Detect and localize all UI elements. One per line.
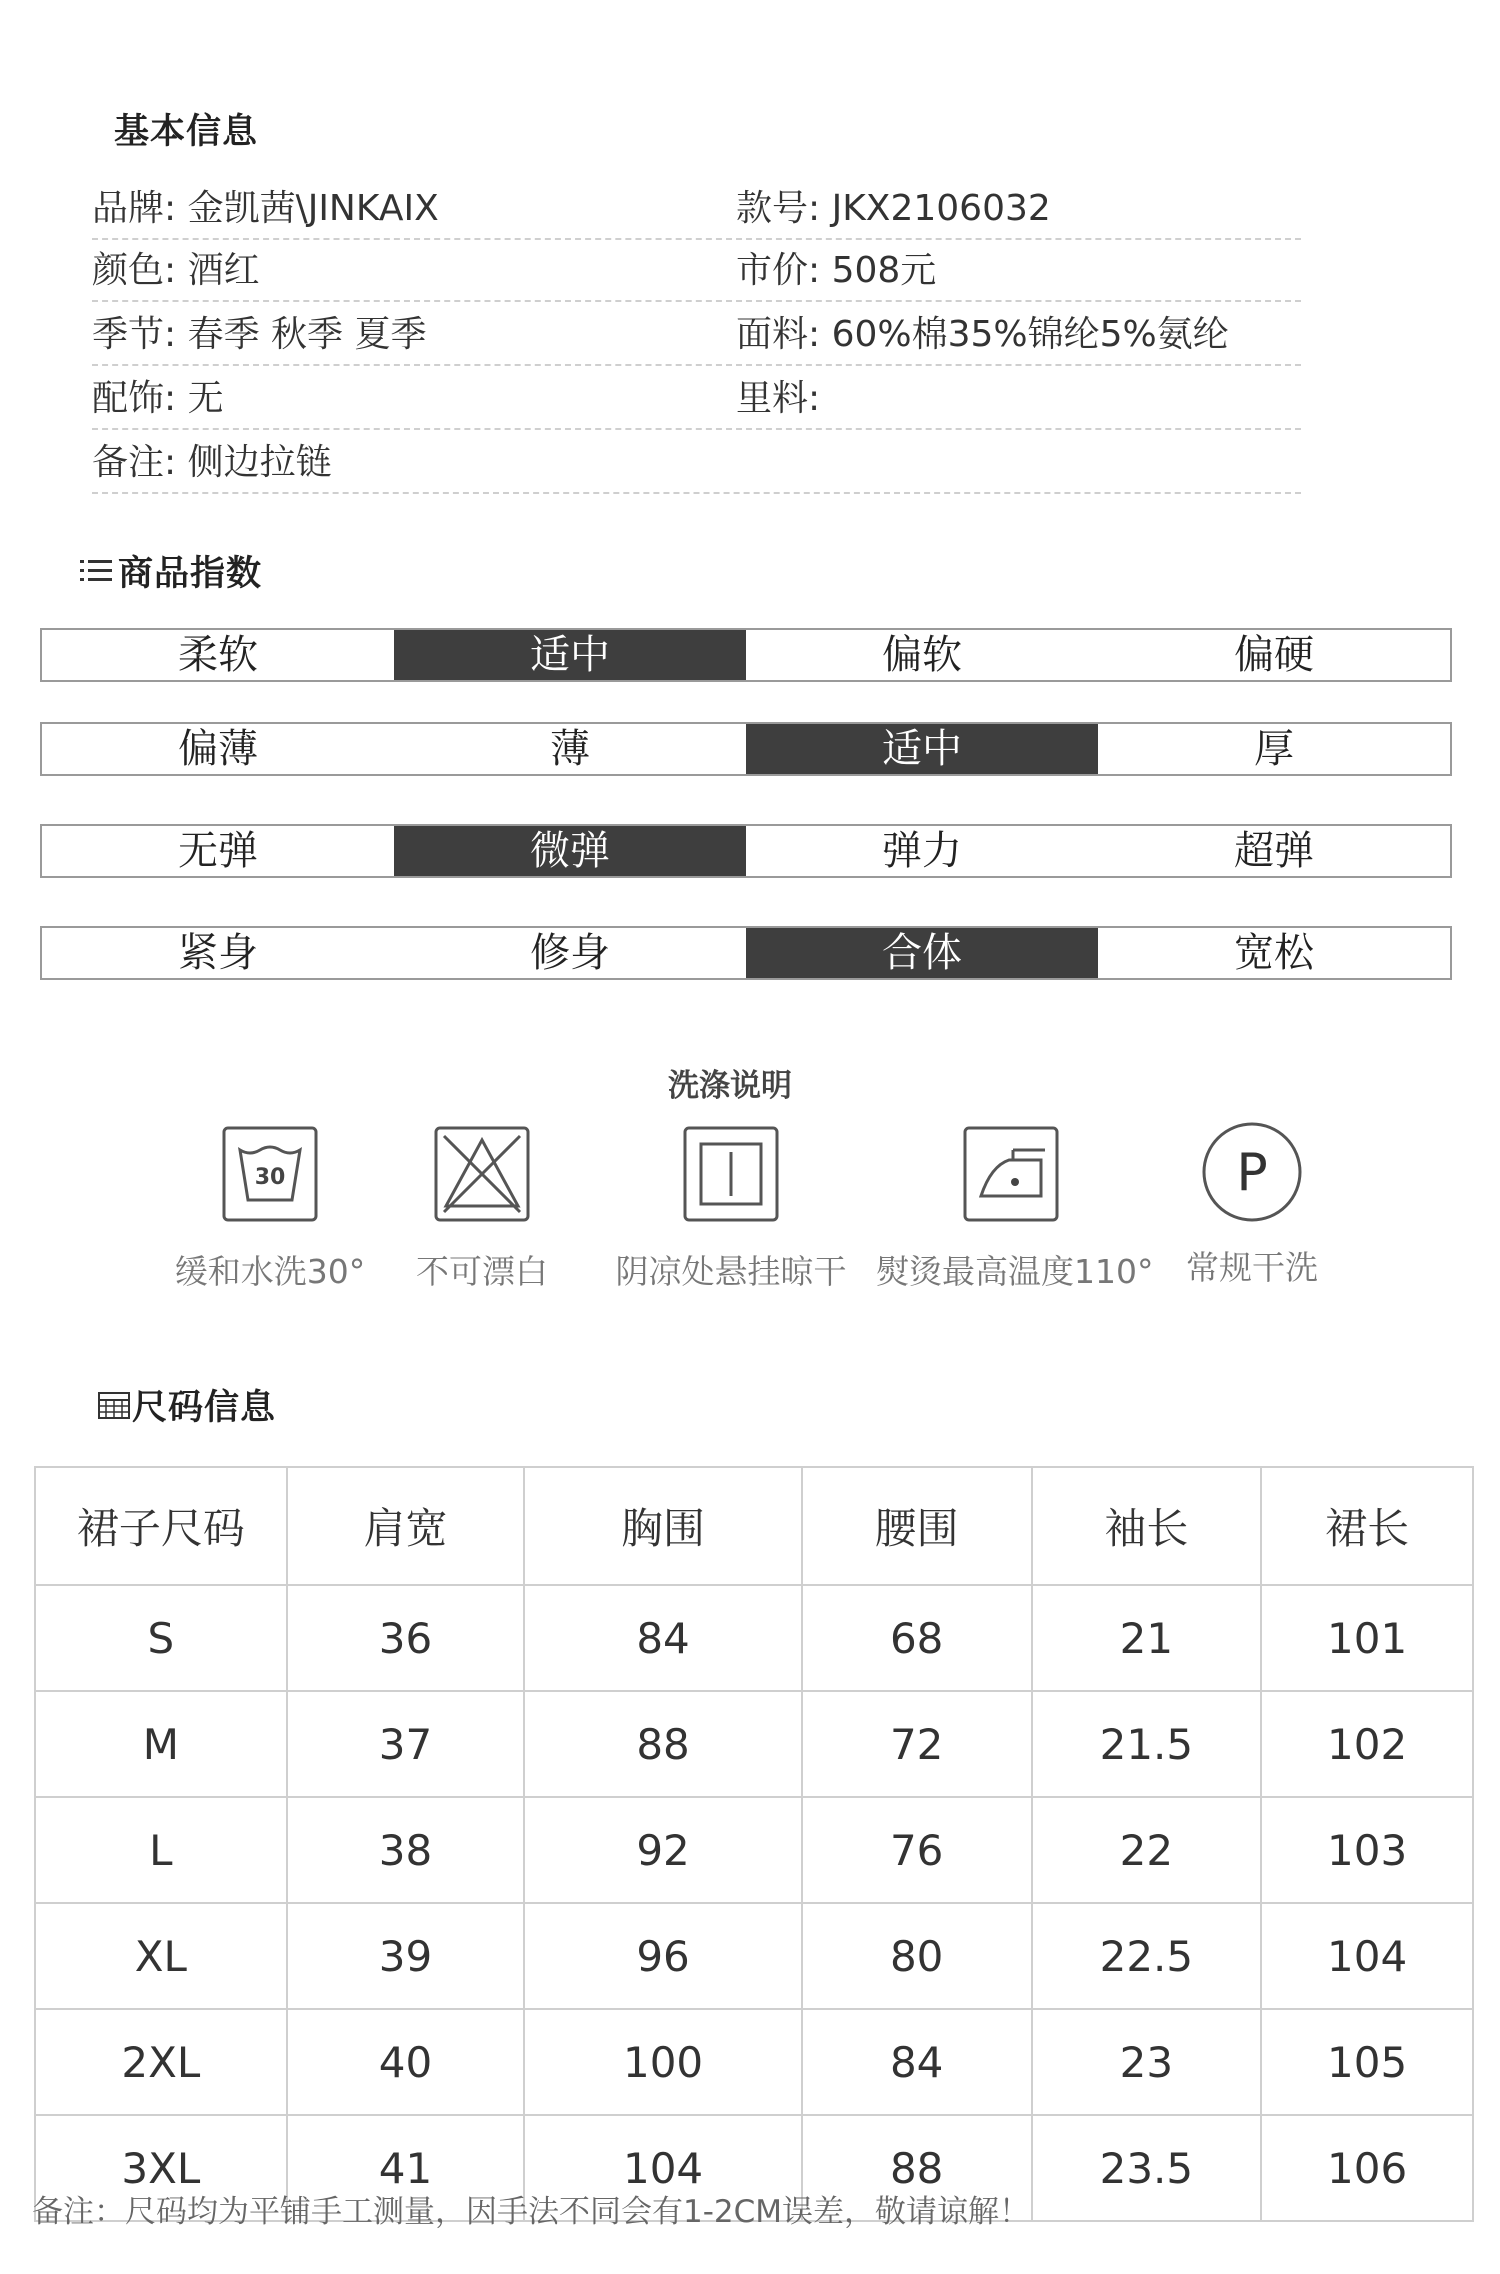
table-cell: 104: [1261, 1903, 1473, 2009]
index-option: 紧身: [178, 930, 258, 976]
table-cell: XL: [35, 1903, 287, 2009]
basic-info-title: 基本信息: [114, 112, 259, 152]
index-section-title: 商品指数: [118, 554, 263, 594]
index-bar-fit: [40, 926, 1452, 980]
wash-item-5: [1152, 1120, 1352, 1289]
table-cell: 36: [287, 1585, 525, 1691]
header-cell: 腰围: [802, 1467, 1032, 1585]
index-option: 厚: [1254, 726, 1294, 772]
table-cell: 84: [524, 1585, 802, 1691]
wash-30-icon: [222, 1126, 318, 1222]
table-cell: 102: [1261, 1691, 1473, 1797]
wash-item-4: [876, 1126, 1154, 1293]
index-bar-elasticity: [40, 824, 1452, 878]
wash-item-3: [606, 1126, 856, 1293]
table-cell: 80: [802, 1903, 1032, 2009]
washing-title: 洗涤说明: [668, 1068, 792, 1104]
header-cell: 裙子尺码: [35, 1467, 287, 1585]
size-table: [34, 1466, 1474, 2222]
iron-icon: [963, 1126, 1059, 1222]
header-cell: 裙长: [1261, 1467, 1473, 1585]
table-cell: 23: [1032, 2009, 1262, 2115]
header-cell: 肩宽: [287, 1467, 525, 1585]
table-cell: 100: [524, 2009, 802, 2115]
index-option: 修身: [530, 930, 610, 976]
index-option: 薄: [550, 726, 590, 772]
no-bleach-icon: [434, 1126, 530, 1222]
wash-label: 阴凉处悬挂晾干: [615, 1252, 847, 1291]
index-bar-softness: [40, 628, 1452, 682]
table-cell: M: [35, 1691, 287, 1797]
wash-label: 常规干洗: [1186, 1248, 1318, 1287]
info-row-1-left: 品牌: 金凯茜\JINKAIX: [92, 180, 732, 240]
wash-item-2: [382, 1126, 582, 1293]
table-row: [35, 1797, 1473, 1903]
table-icon: [98, 1390, 130, 1420]
info-row-5-left: 备注: 侧边拉链: [92, 434, 1301, 494]
table-cell: 96: [524, 1903, 802, 2009]
table-cell: 92: [524, 1797, 802, 1903]
wash-label: 熨烫最高温度110°: [876, 1252, 1154, 1291]
table-cell: 103: [1261, 1797, 1473, 1903]
table-cell: 105: [1261, 2009, 1473, 2115]
index-option-selected: 适中: [394, 630, 746, 680]
table-row: [35, 1585, 1473, 1691]
info-row-2-left: 颜色: 酒红: [92, 242, 732, 302]
index-section-heading: [80, 546, 262, 596]
table-cell: 101: [1261, 1585, 1473, 1691]
wash-label: 缓和水洗30°: [174, 1252, 366, 1291]
table-cell: S: [35, 1585, 287, 1691]
table-row: [35, 2009, 1473, 2115]
index-option: 偏硬: [1234, 632, 1314, 678]
table-cell: 84: [802, 2009, 1032, 2115]
table-cell: 21.5: [1032, 1691, 1262, 1797]
index-option: 柔软: [178, 632, 258, 678]
table-cell: 104: [524, 2115, 802, 2221]
table-cell: 37: [287, 1691, 525, 1797]
table-cell: 38: [287, 1797, 525, 1903]
header-cell: 袖长: [1032, 1467, 1262, 1585]
index-option: 偏薄: [178, 726, 258, 772]
table-cell: 68: [802, 1585, 1032, 1691]
info-row-3-left: 季节: 春季 秋季 夏季: [92, 306, 732, 366]
index-bar-thickness: [40, 722, 1452, 776]
table-cell: 21: [1032, 1585, 1262, 1691]
index-option: 无弹: [178, 828, 258, 874]
size-section-title: 尺码信息: [132, 1388, 277, 1428]
table-cell: 88: [524, 1691, 802, 1797]
svg-text:P: P: [1236, 1143, 1268, 1203]
table-cell: 23.5: [1032, 2115, 1262, 2221]
table-cell: 106: [1261, 2115, 1473, 2221]
list-icon: [80, 556, 114, 586]
info-row-3-right: 面料: 60%棉35%锦纶5%氨纶: [736, 306, 1301, 366]
table-cell: 40: [287, 2009, 525, 2115]
table-cell: 3XL: [35, 2115, 287, 2221]
info-row-2-right: 市价: 508元: [736, 242, 1301, 302]
wash-label: 不可漂白: [416, 1252, 548, 1291]
index-option: 宽松: [1234, 930, 1314, 976]
size-table-header: [35, 1467, 1473, 1585]
index-option-selected: 合体: [746, 928, 1098, 978]
svg-text:30: 30: [254, 1165, 286, 1190]
table-cell: 22: [1032, 1797, 1262, 1903]
info-row-4-right: 里料:: [736, 370, 1301, 430]
table-row: [35, 1691, 1473, 1797]
index-option: 超弹: [1234, 828, 1314, 874]
info-row-4-left: 配饰: 无: [92, 370, 732, 430]
table-cell: 39: [287, 1903, 525, 2009]
index-option: 偏软: [882, 632, 962, 678]
index-option: 弹力: [882, 828, 962, 874]
table-cell: 76: [802, 1797, 1032, 1903]
wash-item-1: [160, 1126, 380, 1293]
dry-clean-p-icon: [1200, 1120, 1304, 1224]
table-row: [35, 1903, 1473, 2009]
table-cell: 88: [802, 2115, 1032, 2221]
line-dry-shade-icon: [683, 1126, 779, 1222]
info-row-1-right: 款号: JKX2106032: [736, 180, 1301, 240]
table-cell: 72: [802, 1691, 1032, 1797]
index-option-selected: 适中: [746, 724, 1098, 774]
header-cell: 胸围: [524, 1467, 802, 1585]
index-option-selected: 微弹: [394, 826, 746, 876]
table-cell: L: [35, 1797, 287, 1903]
table-cell: 41: [287, 2115, 525, 2221]
table-cell: 2XL: [35, 2009, 287, 2115]
table-cell: 22.5: [1032, 1903, 1262, 2009]
size-note: 备注：尺码均为平铺手工测量，因手法不同会有1-2CM误差，敬请谅解！: [32, 2194, 1031, 2230]
size-section-heading: [98, 1380, 276, 1430]
